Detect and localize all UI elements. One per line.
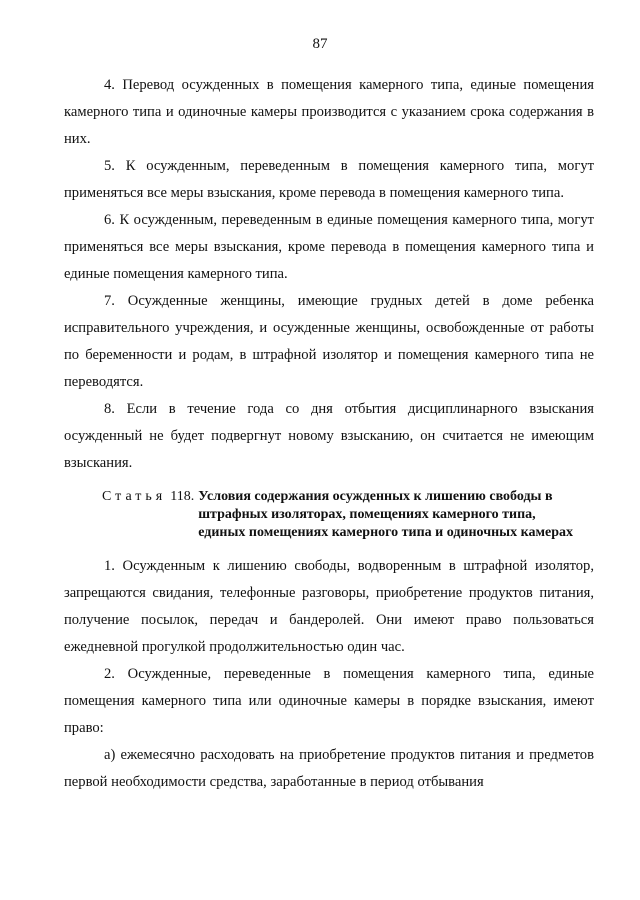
article-paragraph-2: 2. Осужденные, переведенные в помещения камерного типа, единые помещения камерного типа или одиночные камеры в порядке взыскания, имеют право:	[64, 666, 594, 736]
paragraph-4: 4. Перевод осужденных в помещения камерного типа, единые помещения камерного типа и одиночные камеры производится с указанием срока содержания в них.	[64, 77, 594, 147]
paragraph-6: 6. К осужденным, переведенным в единые помещения камерного типа, могут применяться все меры взыскания, кроме перевода в помещения камерного типа и единые помещения камерного типа.	[64, 212, 594, 282]
paragraph-5: 5. К осужденным, переведенным в помещения камерного типа, могут применяться все меры взыскания, кроме перевода в помещения камерного типа.	[64, 158, 594, 201]
article-paragraph-1: 1. Осужденным к лишению свободы, водворенным в штрафной изолятор, запрещаются свидания, телефонные разговоры, приобретение продуктов питания, получение посылок, передач и бандеролей. Они имеют право пользоваться ежедневной прогулкой продолжительностью один час.	[64, 558, 594, 655]
article-number: 118.	[170, 489, 195, 504]
article-heading	[64, 488, 594, 542]
paragraph-8: 8. Если в течение года со дня отбытия дисциплинарного взыскания осужденный не будет подвергнут новому взысканию, он считается не имеющим взыскания.	[64, 401, 594, 471]
article-label: Статья	[102, 489, 167, 504]
page-number: 87	[312, 36, 328, 52]
document-body	[64, 72, 594, 796]
article-title: Условия содержания осужденных к лишению свободы в штрафных изоляторах, помещениях камерного типа, единых помещениях камерного типа и одиночных камерах	[198, 489, 573, 540]
paragraph-7: 7. Осужденные женщины, имеющие грудных детей в доме ребенка исправительного учреждения, и осужденные женщины, освобожденные от работы по беременности и родам, в штрафной изолятор и помещения камерного типа не переводятся.	[64, 293, 594, 390]
article-subparagraph-a: а) ежемесячно расходовать на приобретение продуктов питания и предметов первой необходимости средства, заработанные в период отбывания	[64, 747, 594, 790]
